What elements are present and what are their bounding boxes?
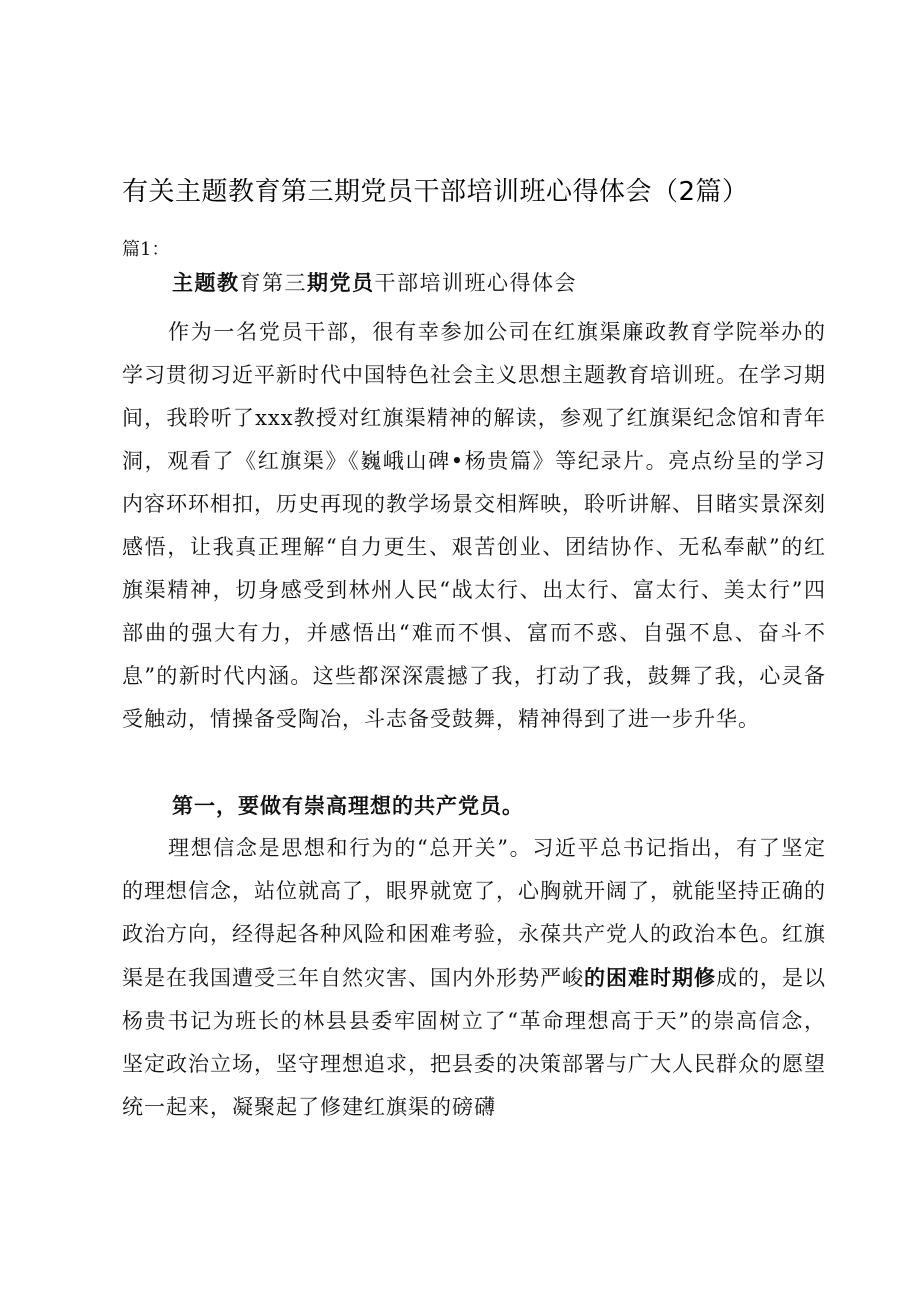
article-subtitle xyxy=(172,267,577,299)
subtitle-normal-a: 育第三 xyxy=(239,271,307,295)
paragraph-ideals-bold: 的困难时期修 xyxy=(584,965,716,990)
section-heading-first: 第一，要做有崇高理想的共产党员。 xyxy=(172,793,524,818)
paragraph-intro: 作为一名党员干部，很有幸参加公司在红旗渠廉政教育学院举办的学习贯彻习近平新时代中国特色社会主义思想主题教育培训班。在学习期间，我聆听了xxx教授对红旗渠精神的解读，参观了红旗渠纪念馆和青年洞，观看了《红旗渠》《巍峨山碑•杨贵篇》等纪录片。亮点纷呈的学习内容环环相扣，历史再现的教学场景交相辉映，聆听讲解、目睹实景深刻感悟，让我真正理解“自力更生、艰苦创业、团结协作、无私奉献”的红旗渠精神，切身感受到林州人民“战太行、出太行、富太行、美太行”四部曲的强大有力，并感悟出“难而不惧、富而不惑、自强不息、奋斗不息”的新时代内涵。这些都深深震撼了我，打动了我，鼓舞了我，心灵备受触动，情操备受陶冶，斗志备受鼓舞，精神得到了进一步升华。 xyxy=(122,320,826,731)
subtitle-bold-a: 主题教 xyxy=(172,270,240,295)
subtitle-normal-b: 干部培训班心得体会 xyxy=(374,271,577,295)
subtitle-bold-b: 期党员 xyxy=(307,270,375,295)
part-label: 篇1： xyxy=(122,239,170,260)
document-title: 有关主题教育第三期党员干部培训班心得体会（2篇） xyxy=(122,177,749,207)
paragraph-ideals-part2: 成的，是以杨贵书记为班长的林县县委牢固树立了“革命理想高于天”的崇高信念，坚定政治立场，坚守理想追求，把县委的决策部署与广大人民群众的愿望统一起来，凝聚起了修建红旗渠的磅礴 xyxy=(122,966,826,1119)
paragraph-ideals xyxy=(122,827,826,1129)
paragraph-ideals-part1: 理想信念是思想和行为的“总开关”。习近平总书记指出，有了坚定的理想信念，站位就高了，眼界就宽了，心胸就开阔了，就能坚持正确的政治方向，经得起各种风险和困难考验，永葆共产党人的政治本色。红旗渠是在我国遭受三年自然灾害、国内外形势严峻 xyxy=(122,836,826,990)
